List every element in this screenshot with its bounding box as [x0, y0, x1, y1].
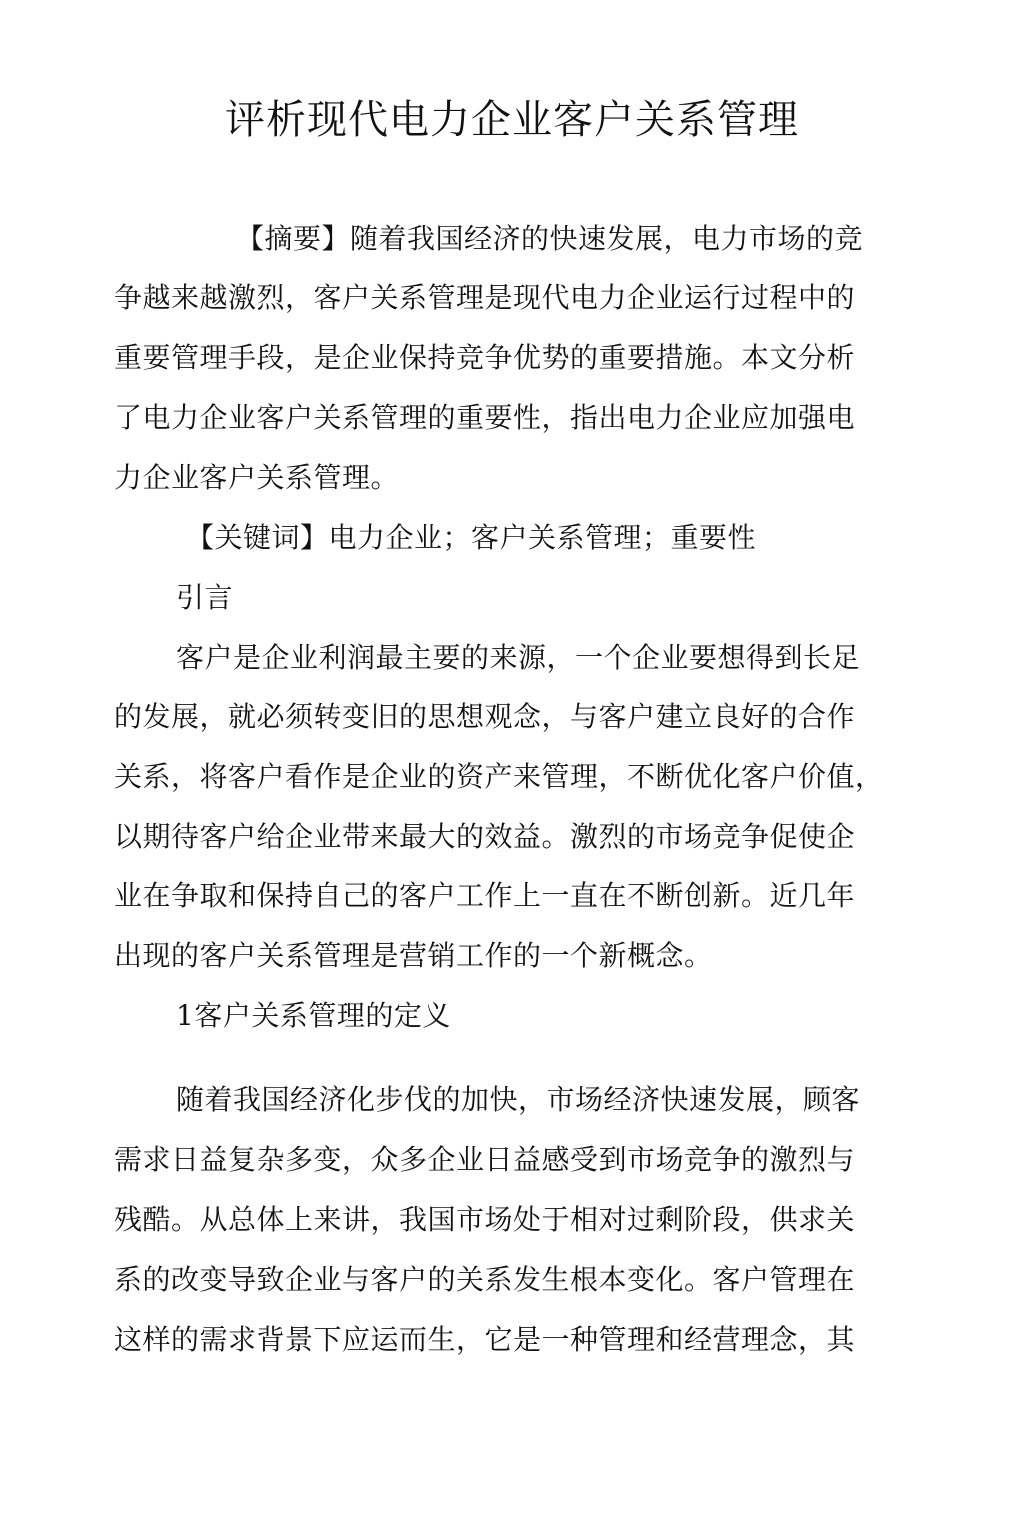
intro-line-6: 出现的客户关系管理是营销工作的一个新概念。	[114, 939, 713, 972]
abstract-line-3: 重要管理手段，是企业保持竞争优势的重要措施。本文分析	[114, 341, 856, 374]
abstract-line-4: 了电力企业客户关系管理的重要性，指出电力企业应加强电	[114, 401, 856, 434]
intro-line-2: 的发展，就必须转变旧的思想观念，与客户建立良好的合作	[114, 700, 856, 733]
section1-heading: 1客户关系管理的定义	[176, 999, 451, 1032]
section1-line-4: 系的改变导致企业与客户的关系发生根本变化。客户管理在	[114, 1263, 856, 1296]
section1-line-2: 需求日益复杂多变，众多企业日益感受到市场竞争的激烈与	[114, 1143, 856, 1176]
section1-line-5: 这样的需求背景下应运而生，它是一种管理和经营理念，其	[114, 1323, 856, 1356]
abstract-line-5: 力企业客户关系管理。	[114, 461, 400, 494]
intro-line-3: 关系，将客户看作是企业的资产来管理，不断优化客户价值，	[114, 760, 884, 793]
intro-line-4: 以期待客户给企业带来最大的效益。激烈的市场竞争促使企	[114, 820, 856, 853]
intro-line-1: 客户是企业利润最主要的来源，一个企业要想得到长足	[176, 641, 861, 674]
intro-line-5: 业在争取和保持自己的客户工作上一直在不断创新。近几年	[114, 879, 856, 912]
section1-line-1: 随着我国经济化步伐的加快，市场经济快速发展，顾客	[176, 1083, 861, 1116]
document-title: 评析现代电力企业客户关系管理	[225, 97, 799, 143]
section1-line-3: 残酷。从总体上来讲，我国市场处于相对过剩阶段，供求关	[114, 1203, 856, 1236]
abstract-line-2: 争越来越激烈，客户关系管理是现代电力企业运行过程中的	[114, 281, 856, 314]
abstract-line-1: 【摘要】随着我国经济的快速发展，电力市场的竞	[236, 222, 864, 255]
intro-heading: 引言	[176, 581, 234, 614]
keywords-line: 【关键词】电力企业；客户关系管理；重要性	[186, 521, 757, 554]
